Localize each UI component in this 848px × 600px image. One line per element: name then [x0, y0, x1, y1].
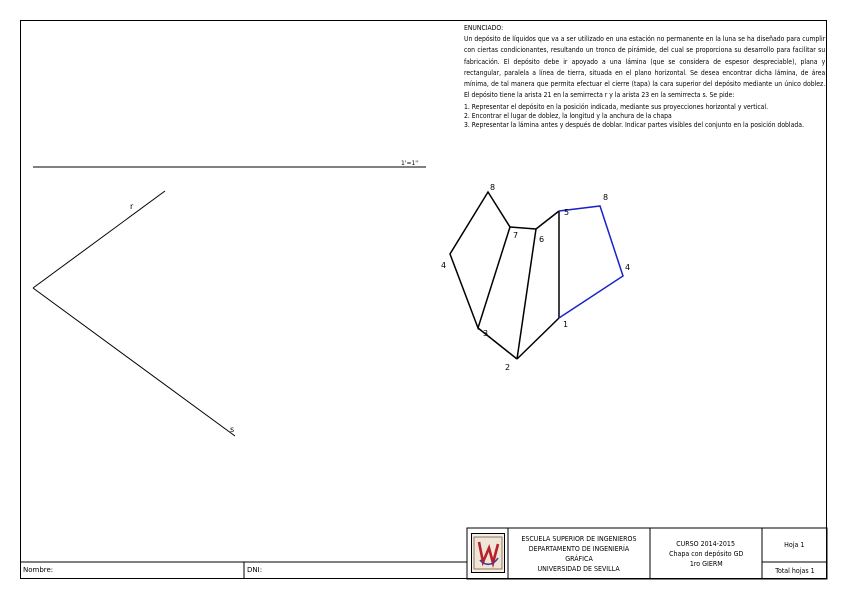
lid-outline	[559, 206, 623, 318]
dni-field[interactable]: DNI:	[247, 566, 263, 574]
sheet-label: Hoja 1	[784, 541, 805, 549]
vertex-label-5: 5	[564, 208, 570, 217]
school-logo-icon	[471, 533, 505, 573]
university-name: UNIVERSIDAD DE SEVILLA	[537, 564, 621, 573]
statement-title: ENUNCIADO:	[464, 23, 504, 32]
statement-body: Un depósito de líquidos que va a ser utilizado en una estación no permanente en la luna se ha diseñado para cumplir con ciertas condicionantes, resultando un tronco de pirámide, del cual se proporciona su desarrollo para facilitar su fabricación. El depósito debe ir apoyado a una lámina (que se considera de espesor despreciable), plana y rectangular, paralela a línea de tierra, situada en el plano horizontal. Se desea encontrar dicha lámina, de área mínima, de tal manera que permita efectuar el cierre (tapa) la cara superior del depósito mediante un único doblez. El depósito tiene la arista 21 en la semirrecta r y la arista 23 en la semirrecta s. Se pide:	[464, 34, 826, 100]
ray-s	[33, 288, 235, 436]
total-sheets-label: Total hojas 1	[774, 566, 815, 575]
net-edge-7-6	[510, 227, 536, 229]
drawing-title: Chapa con depósito GD	[668, 549, 744, 558]
ray-s-label: s	[230, 425, 235, 434]
school-name: ESCUELA SUPERIOR DE INGENIEROS	[521, 534, 637, 543]
ray-r	[33, 191, 165, 288]
ground-line-label: 1'=1''	[401, 160, 419, 167]
net-edge-6-5	[536, 211, 559, 229]
net-edge-2-1	[517, 318, 559, 359]
vertex-label-2: 2	[505, 363, 511, 372]
vertex-label-4-left: 4	[441, 261, 447, 270]
net-edge-6-2	[517, 229, 536, 359]
course-group: 1ro GIERM	[689, 559, 723, 568]
ray-r-label: r	[130, 202, 134, 211]
statement-item-3: 3. Representar la lámina antes y después de doblar. Indicar partes visibles del conjunto en la posición doblada.	[464, 120, 804, 130]
sheet-number	[762, 528, 827, 562]
statement-item-1: 1. Representar el depósito en la posición indicada, mediante sus proyecciones horizontal y vertical.	[464, 102, 769, 112]
vertex-label-1: 1	[563, 320, 569, 329]
statement-item-2: 2. Encontrar el lugar de doblez, la longitud y la anchura de la chapa	[464, 111, 672, 121]
vertex-label-7: 7	[513, 231, 519, 240]
vertex-label-8-left: 8	[490, 183, 496, 192]
pyramid-lid	[559, 206, 623, 318]
vertex-label-8-right: 8	[603, 193, 609, 202]
department-name: DEPARTAMENTO DE INGENIERÍA GRÁFICA	[528, 544, 630, 563]
name-field[interactable]: Nombre:	[23, 566, 54, 574]
vertex-label-6: 6	[539, 235, 545, 244]
school-info	[508, 528, 650, 579]
pyramid-net	[450, 192, 559, 359]
vertex-label-4-right: 4	[625, 263, 631, 272]
total-sheets	[762, 562, 827, 579]
course-year: CURSO 2014-2015	[676, 539, 736, 548]
net-face-left	[450, 192, 510, 328]
course-info	[650, 528, 762, 579]
vertex-label-3: 3	[483, 329, 489, 338]
